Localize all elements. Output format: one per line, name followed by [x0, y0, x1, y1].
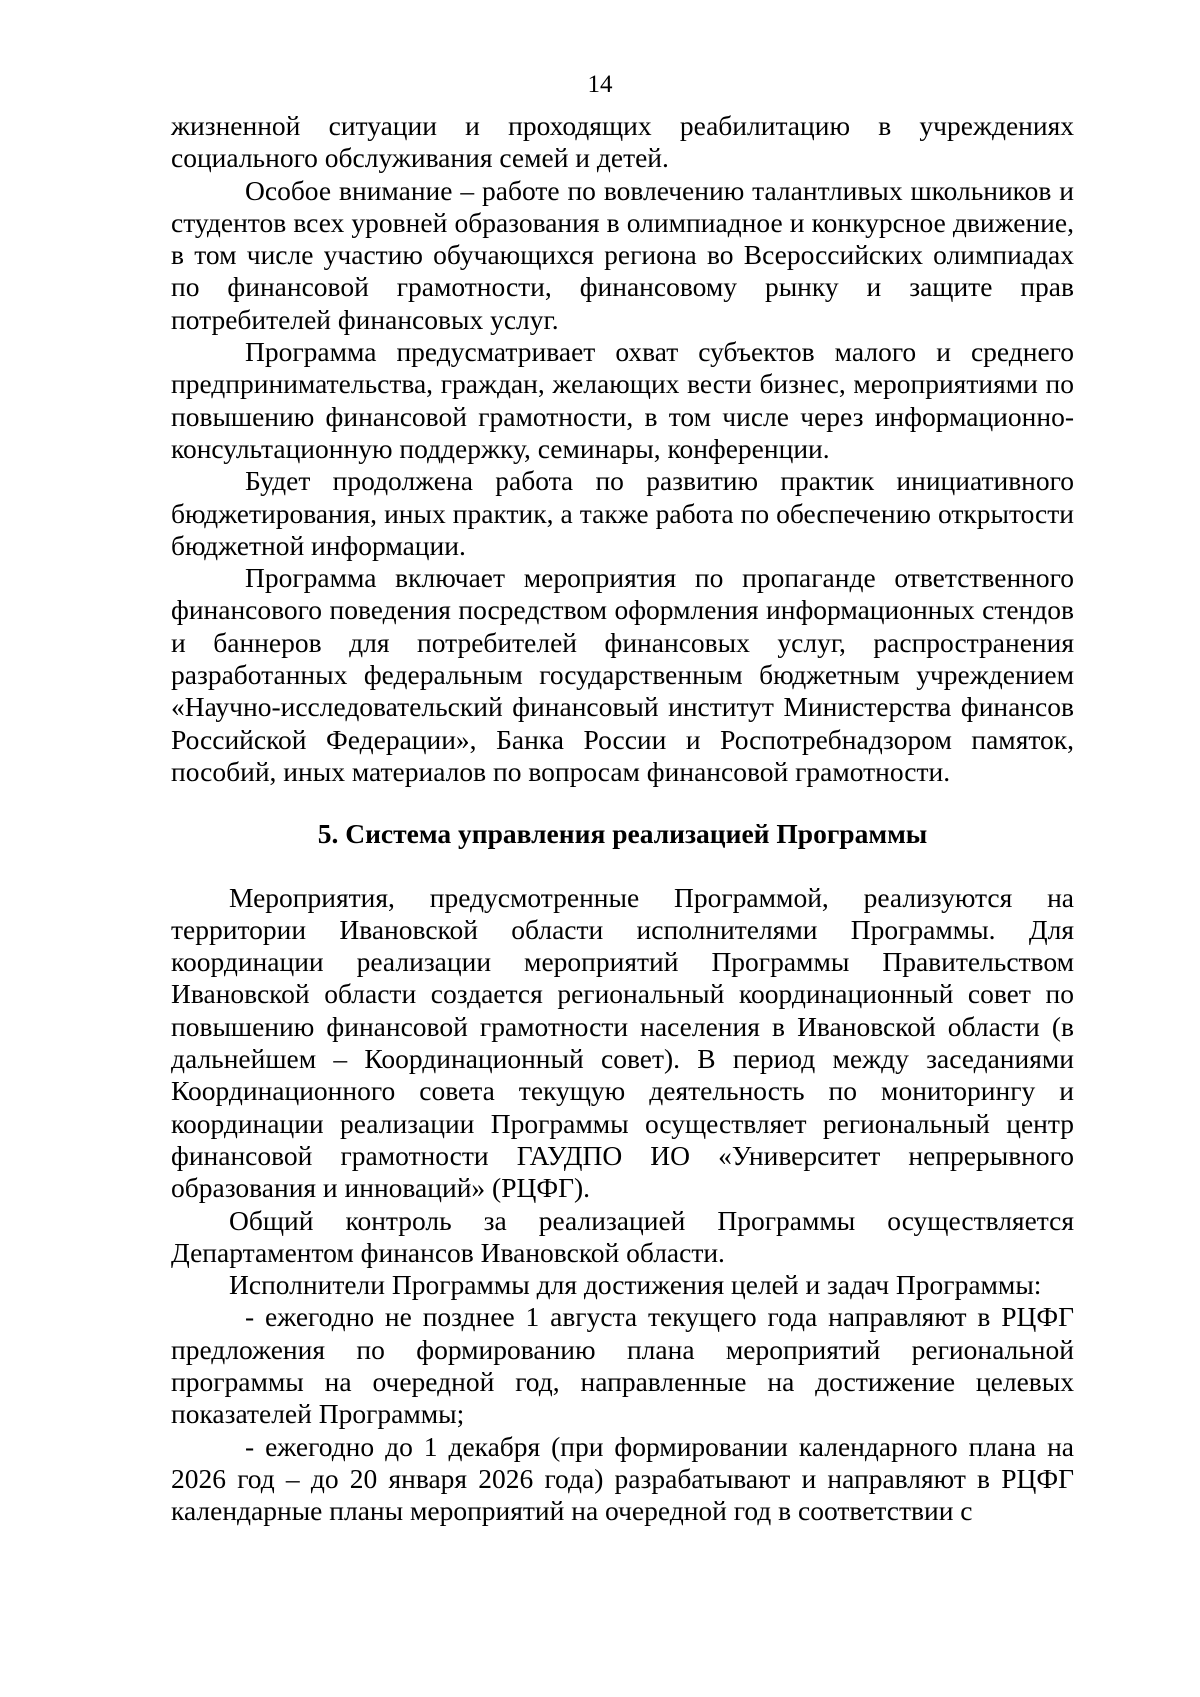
paragraph: Общий контроль за реализацией Программы осуществляется Департаментом финансов Ивановской области. [171, 1204, 1074, 1268]
paragraph: Программа предусматривает охват субъектов малого и среднего предпринимательства, граждан, желающих вести бизнес, мероприятиями по повышению финансовой грамотности, в том числе через информационно-консультационную поддержку, семинары, конференции. [171, 336, 1074, 464]
section-heading: 5. Система управления реализацией Программы [317, 818, 928, 850]
list-item: - ежегодно не позднее 1 августа текущего года направляют в РЦФГ предложения по формированию плана мероприятий региональной программы на очередной год, направленные на достижение целевых показателей Программы; [171, 1301, 1074, 1430]
paragraph: Особое внимание – работе по вовлечению талантливых школьников и студентов всех уровней образования в олимпиадное и конкурсное движение, в том числе участию обучающихся региона во Всероссийских олимпиадах по финансовой грамотности, финансовому рынку и защите прав потребителей финансовых услуг. [171, 174, 1074, 335]
paragraph: Исполнители Программы для достижения целей и задач Программы: [229, 1269, 1042, 1301]
document-body [171, 110, 1074, 1527]
paragraph: Мероприятия, предусмотренные Программой, реализуются на территории Ивановской области исполнителями Программы. Для координации реализации мероприятий Программы Правительством Ивановской области создается региональный координационный совет по повышению финансовой грамотности населения в Ивановской области (в дальнейшем – Координационный совет). В период между заседаниями Координационного совета текущую деятельность по мониторингу и координации реализации Программы осуществляет региональный центр финансовой грамотности ГАУДПО ИО «Университет непрерывного образования и инноваций» (РЦФГ). [171, 881, 1074, 1204]
paragraph: жизненной ситуации и проходящих реабилитацию в учреждениях социального обслуживания семей и детей. [171, 110, 1074, 174]
page-number: 14 [587, 71, 613, 98]
list-item: - ежегодно до 1 декабря (при формировании календарного плана на 2026 год – до 20 января 2026 года) разрабатывают и направляют в РЦФГ календарные планы мероприятий на очередной год в соответствии с [171, 1430, 1074, 1527]
paragraph: Будет продолжена работа по развитию практик инициативного бюджетирования, иных практик, а также работа по обеспечению открытости бюджетной информации. [171, 465, 1074, 561]
paragraph: Программа включает мероприятия по пропаганде ответственного финансового поведения посредством оформления информационных стендов и баннеров для потребителей финансовых услуг, распространения разработанных федеральным государственным бюджетным учреждением «Научно-исследовательский финансовый институт Министерства финансов Российской Федерации», Банка России и Роспотребнадзором памяток, пособий, иных материалов по вопросам финансовой грамотности. [171, 562, 1074, 787]
